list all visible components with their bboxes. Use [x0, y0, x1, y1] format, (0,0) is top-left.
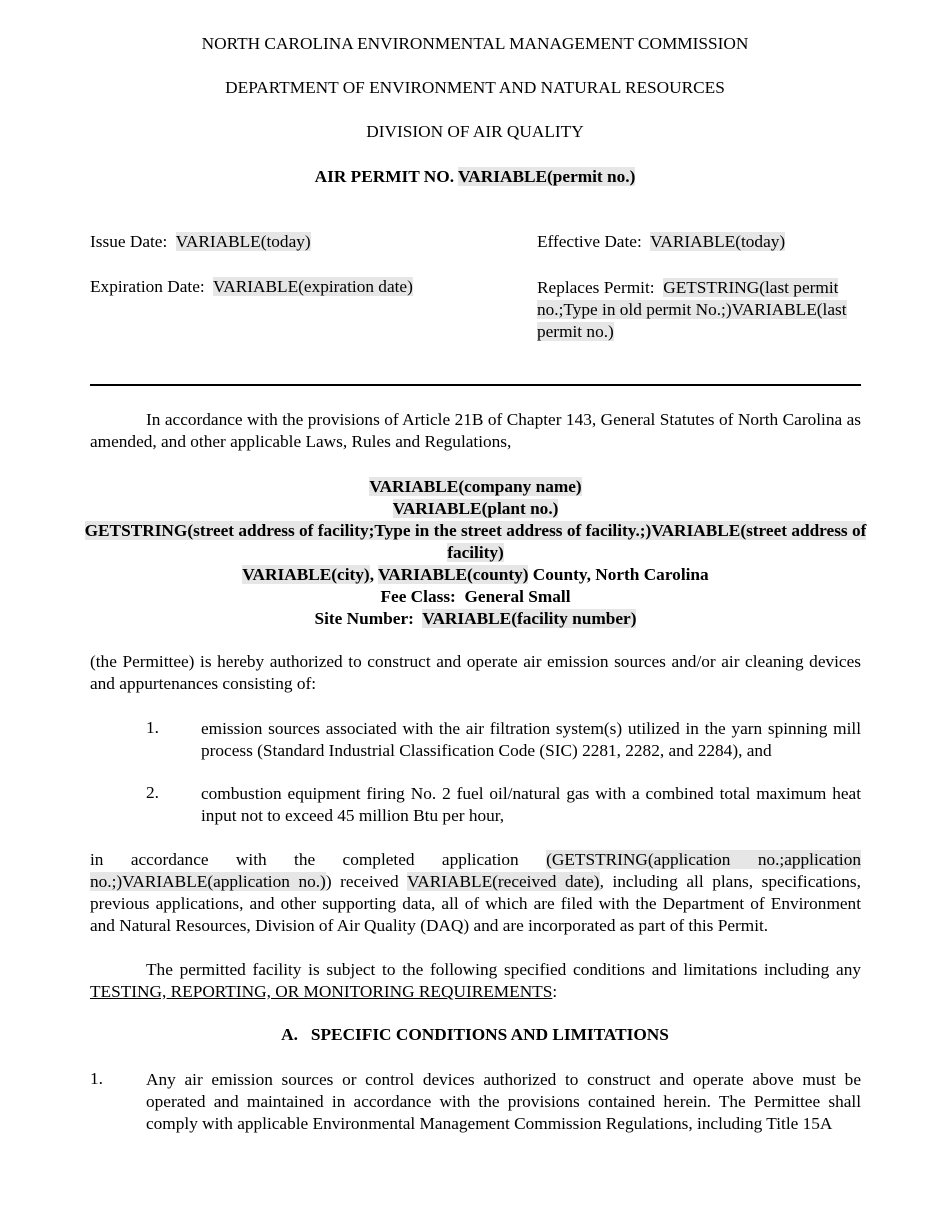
permit-number-field[interactable]	[458, 167, 635, 186]
field-argument: (today)	[260, 232, 311, 251]
site-number-label: Site Number:	[314, 609, 423, 628]
section-a-heading: A. SPECIFIC CONDITIONS AND LIMITATIONS	[281, 1025, 669, 1044]
replaces-permit	[537, 277, 861, 343]
field-argument: (plant no.)	[481, 499, 559, 518]
issue-date-label: Issue Date:	[90, 232, 176, 251]
application-paragraph	[90, 849, 861, 937]
field-keyword: VARIABLE	[213, 277, 299, 296]
field-argument: (last permit no.;Type in old permit No.;)	[537, 278, 839, 319]
field-keyword: VARIABLE	[122, 872, 208, 891]
issue-date	[90, 232, 311, 252]
city-county-line	[90, 564, 861, 586]
intro-paragraph: In accordance with the provisions of Article 21B of Chapter 143, General Statutes of North Carolina as amended, and other applicable Laws, Rules and Regulations,	[90, 410, 861, 451]
condition-1-text: Any air emission sources or control devices authorized to construct and operate above must be operated and maintained in accordance with the provisions contained herein. The Permittee shall comply with applicable Environmental Management Commission Regulations, including Title 15A	[146, 1070, 861, 1133]
expiration-date	[90, 277, 413, 297]
application-text: in accordance with the completed application	[90, 850, 547, 869]
field-keyword: VARIABLE	[378, 565, 468, 584]
received-date-field[interactable]	[407, 872, 600, 891]
plant-number-field[interactable]	[393, 499, 559, 518]
expiration-date-label: Expiration Date:	[90, 277, 214, 296]
conditions-intro	[90, 959, 861, 1003]
paren: (	[546, 850, 552, 869]
division-heading: DIVISION OF AIR QUALITY	[366, 122, 584, 141]
field-argument: (received date)	[492, 872, 600, 891]
plant-line	[90, 498, 861, 520]
street-line	[84, 520, 867, 564]
field-keyword: VARIABLE	[650, 232, 736, 251]
field-keyword: VARIABLE	[242, 565, 332, 584]
condition-1-number: 1.	[90, 1069, 103, 1088]
conditions-intro-text: The permitted facility is subject to the following specified conditions and limitations including any	[146, 960, 861, 979]
field-argument: (today)	[735, 232, 786, 251]
effective-date	[537, 232, 785, 252]
company-name-field[interactable]	[369, 477, 581, 496]
commission-heading: NORTH CAROLINA ENVIRONMENTAL MANAGEMENT COMMISSION	[201, 34, 749, 53]
company-line	[90, 476, 861, 498]
county-field[interactable]	[378, 565, 528, 584]
paren: )	[325, 872, 332, 891]
effective-date-label: Effective Date:	[537, 232, 651, 251]
field-keyword: VARIABLE	[407, 872, 493, 891]
field-keyword: VARIABLE	[458, 167, 548, 186]
separator: ,	[369, 565, 379, 584]
facility-block	[84, 476, 867, 630]
field-argument: (city)	[331, 565, 370, 584]
source-1-number: 1.	[146, 718, 159, 737]
field-keyword: VARIABLE	[422, 609, 512, 628]
source-1-text: emission sources associated with the air filtration system(s) utilized in the yarn spinning mill process (Standard Industrial Classification Code (SIC) 2281, 2282, and 2284), and	[201, 719, 861, 760]
field-argument: (county)	[467, 565, 529, 584]
department-heading: DEPARTMENT OF ENVIRONMENT AND NATURAL RESOURCES	[225, 78, 725, 97]
issue-date-field[interactable]	[176, 232, 311, 251]
field-argument: (application no.;application no.;)	[90, 850, 861, 891]
source-2-text: combustion equipment firing No. 2 fuel oil/natural gas with a combined total maximum heat input not to exceed 45 million Btu per hour,	[201, 784, 861, 825]
colon: :	[552, 982, 558, 1001]
site-number-line	[90, 608, 861, 630]
field-keyword: VARIABLE	[175, 232, 261, 251]
field-keyword: VARIABLE	[651, 521, 741, 540]
site-number-field[interactable]	[422, 609, 636, 628]
field-keyword: GETSTRING	[84, 521, 188, 540]
field-keyword: VARIABLE	[731, 300, 817, 319]
fee-class-line: Fee Class: General Small	[380, 587, 571, 606]
effective-date-field[interactable]	[650, 232, 785, 251]
field-keyword: VARIABLE	[369, 477, 459, 496]
horizontal-rule	[90, 384, 861, 386]
field-argument: (street address of facility;Type in the street address of facility.;)	[187, 521, 652, 540]
permit-number-heading	[0, 167, 950, 187]
replaces-permit-label: Replaces Permit:	[537, 278, 664, 297]
field-argument: (application no.)	[207, 872, 326, 891]
application-text: received	[331, 872, 407, 891]
street-address-field[interactable]	[85, 521, 867, 562]
authorization-paragraph: (the Permittee) is hereby authorized to construct and operate air emission sources and/or air cleaning devices and appurtenances consisting of:	[90, 652, 861, 693]
expiration-date-field[interactable]	[213, 277, 413, 296]
field-argument: (street address of facility)	[447, 521, 867, 562]
field-keyword: GETSTRING	[551, 850, 648, 869]
application-text: , including all plans, specifications, previous applications, and other supporting data, all of which are filed with the Department of Environment and Natural Resources, Division of Air Quality (DAQ) and are incorporated as part of this Permit.	[90, 872, 861, 935]
field-argument: (permit no.)	[547, 167, 636, 186]
permit-prefix: AIR PERMIT NO.	[314, 167, 459, 186]
city-field[interactable]	[242, 565, 369, 584]
field-argument: (last permit no.)	[537, 300, 847, 341]
source-2-number: 2.	[146, 783, 159, 802]
field-keyword: VARIABLE	[392, 499, 482, 518]
county-suffix: County, North Carolina	[528, 565, 709, 584]
field-argument: (company name)	[458, 477, 582, 496]
field-argument: (expiration date)	[298, 277, 413, 296]
field-argument: (facility number)	[511, 609, 637, 628]
requirements-underlined: TESTING, REPORTING, OR MONITORING REQUIREMENTS	[90, 982, 553, 1001]
field-keyword: GETSTRING	[663, 278, 760, 297]
